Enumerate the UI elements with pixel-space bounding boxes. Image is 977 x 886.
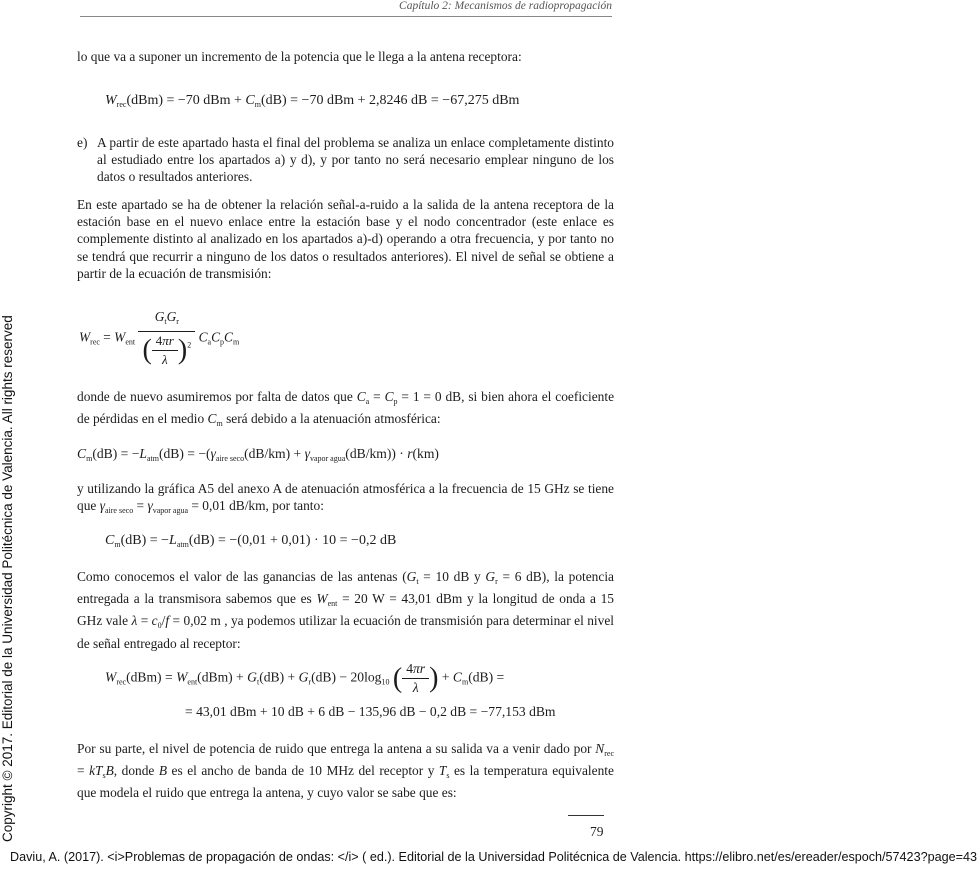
page-number: 79 <box>590 824 604 839</box>
paragraph-noise: Por su parte, el nivel de potencia de ruido que entrega la antena a su salida va a venir dado por $N_{rec} = kT_sB$, donde B es el ancho de banda de 10 MHz del receptor y $T_s$ es la temperatura equivalente que modela el ruido que entrega la antena, y cuyo valor se sabe que es: <box>77 741 614 801</box>
header-rule <box>80 16 612 17</box>
side-copyright-notice: Copyright © 2017. Editorial de la Universidad Politécnica de Valencia. All rights reserved <box>0 315 15 842</box>
running-header: Capítulo 2: Mecanismos de radiopropagación <box>399 0 612 12</box>
equation-received-level-result: = 43,01 dBm + 10 dB + 6 dB − 135,96 dB − 0,2 dB = −77,153 dBm <box>185 704 556 719</box>
equation-atmospheric-attenuation: $C_m(dB) = -L_{atm}(dB) = -(\gamma_{aire seco}(dB/km) + \gamma_{vapor agua}(dB/km)) \cdot r(km)$ <box>77 446 439 463</box>
citation-footer: Daviu, A. (2017). <i>Problemas de propagación de ondas: </i> ( ed.). Editorial de la Universidad Politécnica de Valencia. https://elibro.net/es/ereader/espoch/57423?page=43 <box>10 850 977 864</box>
paragraph-gains: Como conocemos el valor de las ganancias de las antenas ($G_t = 10$ dB y $G_r = 6$ dB), la potencia entregada a la transmisora sabemos que es $W_{ent} = 20$ W = 43,01 dBm y la longitud de onda a 15 GHz vale $\lambda = c_0/f = 0,02$ m , ya podemos utilizar la ecuación de transmisión para determinar el nivel de señal entregado al receptor: <box>77 569 614 651</box>
page-number-rule <box>568 815 604 816</box>
intro-paragraph: lo que va a suponer un incremento de la potencia que le llega a la antena receptora: <box>77 49 522 64</box>
equation-transmission: $W_{rec} = W_{ent}$ $G_tG_r$ ( $\frac{4\pi r}{\lambda}$ )$^2$ $C_aC_pC_m$ <box>79 309 240 367</box>
item-e-text: A partir de este apartado hasta el final del problema se analiza un enlace completamente distinto al estudiado entre los apartados a) y d), y por tanto no será necesario emplear ninguno de los datos o resultados anteriores. <box>97 135 614 185</box>
item-e <box>77 134 614 186</box>
equation-received-power: $W_{rec}(dBm) = -70$ dBm + $C_m(dB) = -70$ dBm + 2,8246 dB = −67,275 dBm <box>105 93 520 109</box>
equation-cm-value: $C_m(dB) = -L_{atm}(dB) = -(0,01 + 0,01) \cdot 10 = -0,2$ dB <box>105 533 397 549</box>
paragraph-losses: donde de nuevo asumiremos por falta de datos que $C_a = C_p = 1 = 0$ dB, si bien ahora el coeficiente de pérdidas en el medio $C_m$ será debido a la atenuación atmosférica: <box>77 389 615 429</box>
paragraph-signal-level: En este apartado se ha de obtener la relación señal-a-ruido a la salida de la antena receptora de la estación base en el nuevo enlace entre la estación base y el nodo concentrador (este enlace es complemente distinto al analizado en los apartados a)-d) operando a otra frecuencia, y por tanto no se tendrá que recurrir a ninguno de los datos o resultados anteriores). El nivel de señal se obtiene a partir de la ecuación de transmisión: <box>77 197 614 281</box>
paragraph-graph-a5: y utilizando la gráfica A5 del anexo A de atenuación atmosférica a la frecuencia de 15 GHz se tiene que $\gamma_{aire seco} = \gamma_{vapor agua} = 0,01$ dB/km, por tanto: <box>77 481 614 516</box>
equation-received-level: $W_{rec}(dBm) = W_{ent}(dBm) + G_t(dB) + G_r(dB) - 20\log_{10}$ ( $\frac{4\pi r}{\lambda}$ ) + $C_m(dB)$ = <box>105 661 505 695</box>
item-e-label: e) <box>77 135 88 150</box>
